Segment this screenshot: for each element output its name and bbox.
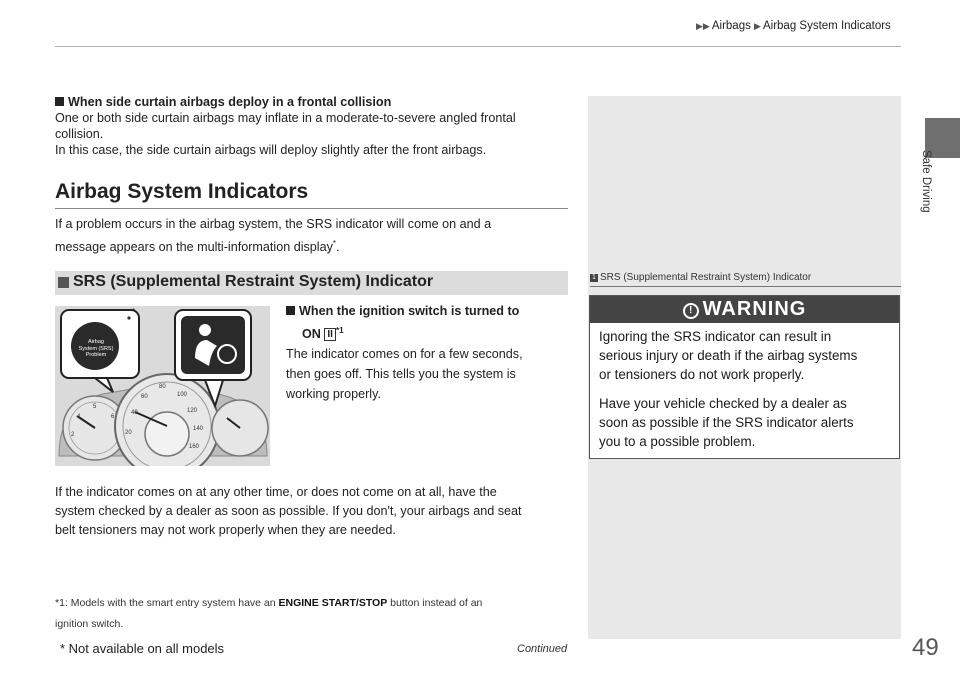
gauge-numeral: 4 bbox=[77, 414, 81, 420]
srs-body-text: then goes off. This tells you the system is bbox=[286, 367, 516, 382]
instrument-cluster-image bbox=[55, 306, 270, 466]
square-bullet-icon bbox=[55, 97, 64, 106]
side-curtain-text: collision. bbox=[55, 127, 104, 141]
footnote-button-name: ENGINE START/STOP bbox=[278, 597, 388, 609]
gauge-numeral: 100 bbox=[177, 392, 188, 398]
warning-text: Ignoring the SRS indicator can result in bbox=[599, 329, 832, 344]
footnote bbox=[55, 593, 580, 635]
side-curtain-text: One or both side curtain airbags may inflate in a moderate-to-severe angled frontal bbox=[55, 111, 516, 125]
ignition-position-badge: II bbox=[324, 328, 336, 341]
warning-header bbox=[590, 296, 899, 323]
square-bullet-icon bbox=[58, 277, 69, 288]
srs-section-title: SRS (Supplemental Restraint System) Indicator bbox=[73, 273, 434, 290]
warning-paragraph bbox=[599, 327, 895, 384]
warning-text: serious injury or death if the airbag systems bbox=[599, 348, 858, 363]
indicator-fault-text: system checked by a dealer as soon as possible. If you don't, your airbags and seat bbox=[55, 504, 522, 518]
gauge-numeral: 120 bbox=[187, 408, 198, 414]
square-bullet-icon bbox=[286, 306, 295, 315]
callout-label bbox=[75, 339, 117, 359]
sidebar-reference-title[interactable]: SRS (Supplemental Restraint System) Indicator bbox=[600, 272, 812, 283]
intro-period: . bbox=[336, 240, 340, 255]
breadcrumb-item-airbags[interactable]: Airbags bbox=[711, 20, 751, 32]
indicator-fault-text: belt tensioners may not work properly when they are needed. bbox=[55, 523, 396, 537]
not-all-models-mark: * bbox=[332, 239, 337, 248]
warning-text: or tensioners do not work properly. bbox=[599, 367, 805, 382]
continued-label: Continued bbox=[517, 643, 568, 655]
breadcrumb-arrow-icon: ▶▶ bbox=[696, 21, 710, 31]
srs-body-text: The indicator comes on for a few seconds, bbox=[286, 347, 523, 362]
gauge-numeral: 80 bbox=[159, 384, 166, 390]
srs-ignition-section bbox=[286, 301, 576, 404]
side-curtain-section bbox=[55, 94, 580, 158]
gauge-numeral: 2 bbox=[71, 432, 75, 438]
footnote-text: ignition switch. bbox=[55, 618, 124, 630]
breadcrumb-arrow-icon: ▶ bbox=[754, 21, 761, 31]
side-curtain-text: In this case, the side curtain airbags will deploy slightly after the front airbags. bbox=[55, 143, 487, 157]
callout-star: * bbox=[132, 307, 136, 316]
footnote-text: button instead of an bbox=[390, 597, 483, 609]
gauge-numeral: 20 bbox=[125, 430, 132, 436]
gauge-numeral: 40 bbox=[131, 410, 138, 416]
srs-body-text: working properly. bbox=[286, 387, 381, 402]
chapter-tab-label: Safe Driving bbox=[920, 150, 932, 213]
gauge-numeral: 5 bbox=[93, 404, 97, 410]
footnote-text: *1: Models with the smart entry system have an bbox=[55, 597, 276, 609]
gauge-numeral: 140 bbox=[193, 426, 204, 432]
reference-marker-icon: 1 bbox=[590, 274, 598, 282]
intro-paragraph bbox=[55, 214, 580, 257]
warning-box bbox=[589, 295, 900, 459]
gauge-numeral: 160 bbox=[189, 444, 200, 450]
callout-label-line: Problem bbox=[85, 352, 107, 358]
header-divider bbox=[55, 46, 901, 47]
srs-section-header bbox=[55, 271, 568, 295]
sidebar-reference bbox=[590, 272, 811, 283]
intro-text: If a problem occurs in the airbag system, the SRS indicator will come on and a bbox=[55, 217, 492, 231]
callout-label-line: System (SRS) bbox=[78, 345, 114, 352]
side-curtain-heading: When side curtain airbags deploy in a frontal collision bbox=[68, 95, 392, 109]
footnote-reference: *1 bbox=[335, 326, 344, 335]
gauge-numeral: 60 bbox=[141, 394, 148, 400]
breadcrumb-item-airbag-system-indicators[interactable]: Airbag System Indicators bbox=[762, 20, 891, 32]
intro-text: message appears on the multi-information display bbox=[55, 240, 333, 255]
indicator-fault-text: If the indicator comes on at any other time, or does not come on at all, have the bbox=[55, 485, 497, 499]
not-available-note: * Not available on all models bbox=[60, 641, 225, 656]
breadcrumb bbox=[696, 20, 891, 32]
sidebar-divider bbox=[590, 286, 901, 287]
chapter-tab[interactable] bbox=[920, 150, 948, 230]
warning-text: Have your vehicle checked by a dealer as bbox=[599, 396, 847, 411]
warning-paragraph bbox=[599, 394, 895, 451]
page-number: 49 bbox=[912, 634, 939, 661]
gauge-numeral: 6 bbox=[111, 414, 115, 420]
warning-text: soon as possible if the SRS indicator alerts bbox=[599, 415, 854, 430]
ignition-on-label: ON bbox=[302, 327, 321, 342]
warning-text: you to a possible problem. bbox=[599, 434, 756, 449]
callout-label-line: Airbag bbox=[88, 339, 104, 345]
srs-subheading: When the ignition switch is turned to bbox=[299, 304, 520, 318]
indicator-fault-paragraph bbox=[55, 483, 580, 540]
warning-label: WARNING bbox=[702, 298, 807, 320]
warning-alert-icon: ! bbox=[683, 303, 699, 319]
page-title: Airbag System Indicators bbox=[55, 180, 309, 203]
heading-divider bbox=[55, 208, 568, 209]
